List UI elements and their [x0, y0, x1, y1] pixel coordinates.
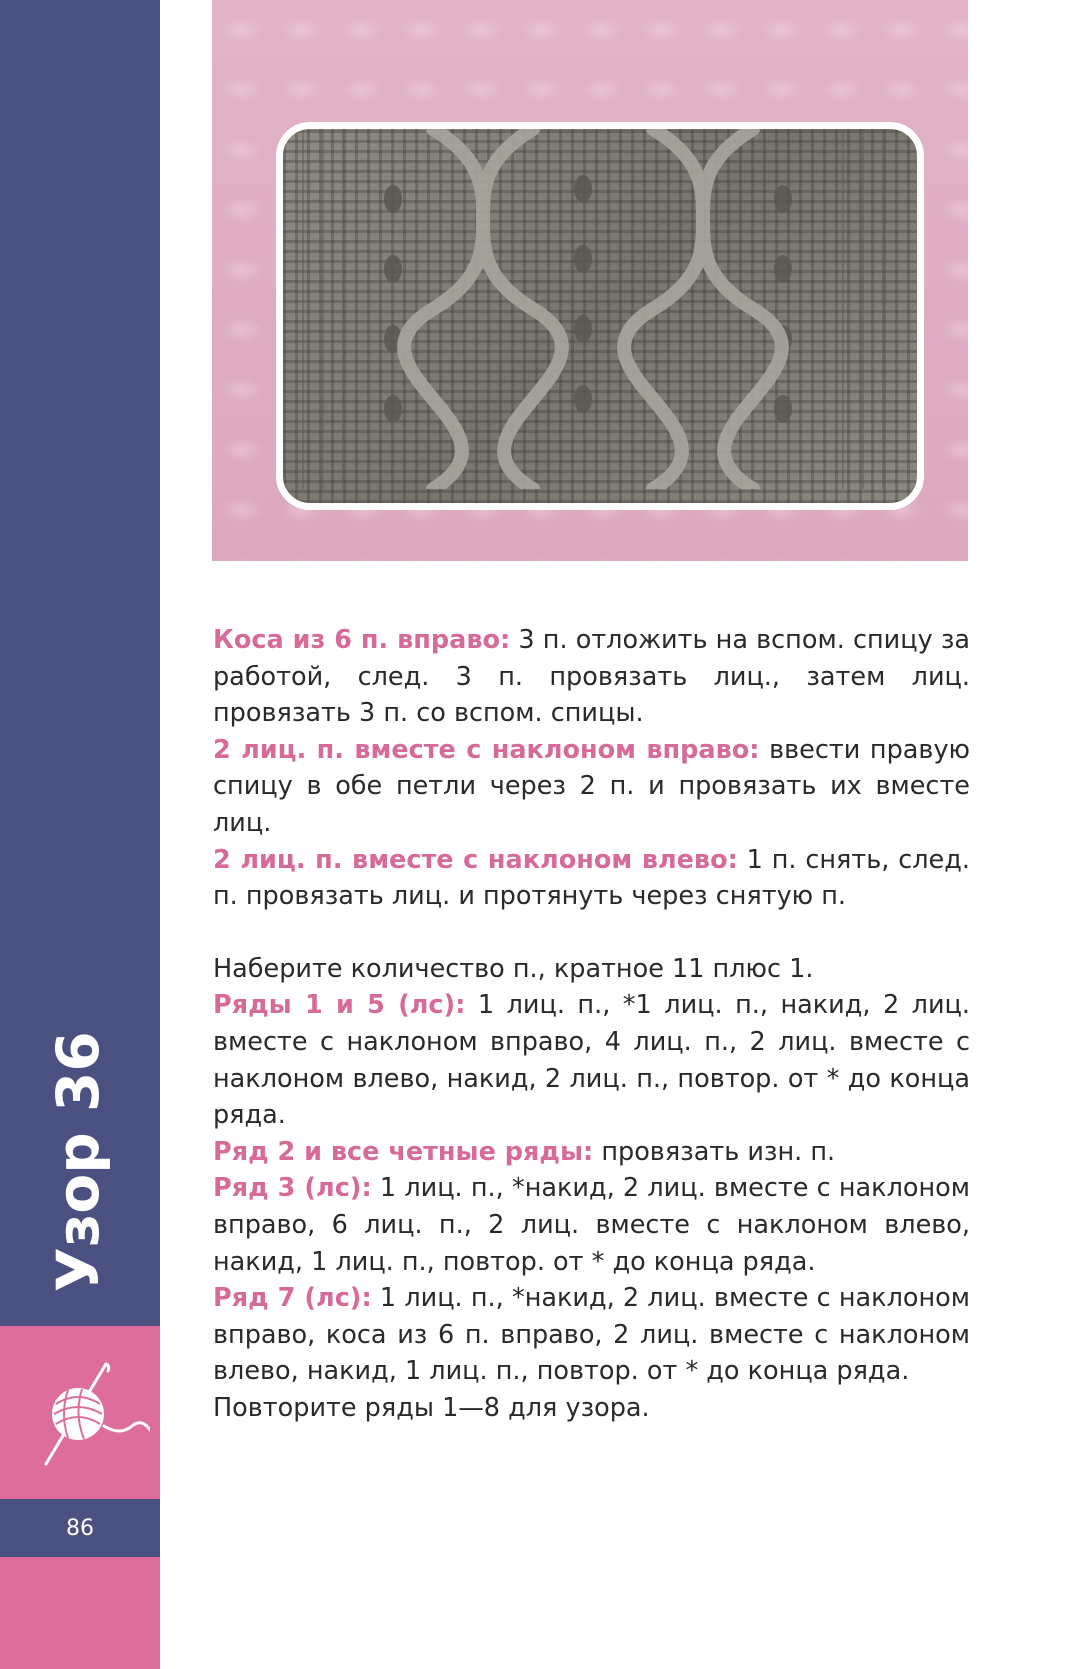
- row-term: Ряд 3 (лс):: [213, 1173, 372, 1204]
- spacer: [213, 915, 970, 951]
- repeat-instruction: Повторите ряды 1—8 для узора.: [213, 1392, 650, 1423]
- row-term: Ряд 7 (лс):: [213, 1283, 372, 1314]
- row-term: Ряд 2 и все четные ряды:: [213, 1136, 594, 1167]
- sidebar-footer-panel: [0, 1557, 160, 1669]
- definition-text: 3 п. отложить на вспом. спицу за работой, след. 3 п. провязать лиц., затем лиц. провязать 3 п. со вспом. спицы.: [213, 625, 971, 729]
- row-text: 1 лиц. п., *накид, 2 лиц. вместе с наклоном вправо, коса из 6 п. вправо, 2 лиц. вместе с наклоном влево, накид, 1 лиц. п., повтор. от * до конца ряда.: [213, 1283, 970, 1387]
- definition-paragraph: [213, 622, 970, 732]
- pattern-title: Узор 36: [44, 1031, 112, 1292]
- knitted-sample-photo: [276, 122, 924, 510]
- row-instruction: [213, 1134, 970, 1171]
- definition-paragraph: [213, 842, 970, 915]
- pattern-photo: [212, 0, 968, 561]
- yarn-ball-with-crochet-hook-icon: [34, 1360, 150, 1470]
- page-number: 86: [66, 1516, 94, 1541]
- definition-paragraph: [213, 732, 970, 842]
- definition-text: 1 п. снять, след. п. провязать лиц. и протянуть через снятую п.: [213, 844, 970, 912]
- cast-on-instruction: Наберите количество п., кратное 11 плюс 1.: [213, 953, 814, 984]
- definition-term: 2 лиц. п. вместе с наклоном вправо:: [213, 734, 760, 765]
- row-instruction: [213, 987, 970, 1133]
- row-instruction: [213, 1170, 970, 1280]
- definition-text: ввести правую спицу в обе петли через 2 п. и провязать их вместе лиц.: [213, 734, 971, 838]
- definition-term: Коса из 6 п. вправо:: [213, 625, 511, 655]
- row-text: 1 лиц. п., *1 лиц. п., накид, 2 лиц. вместе с наклоном вправо, 4 лиц. п., 2 лиц. вместе с наклоном влево, накид, 2 лиц. п., повтор. от * до конца ряда.: [213, 990, 970, 1131]
- row-text: провязать изн. п.: [601, 1136, 836, 1167]
- definition-term: 2 лиц. п. вместе с наклоном влево:: [213, 844, 738, 875]
- row-term: Ряды 1 и 5 (лс):: [213, 990, 466, 1021]
- pattern-instructions: [213, 622, 970, 1426]
- row-instruction: [213, 1280, 970, 1390]
- row-text: 1 лиц. п., *накид, 2 лиц. вместе с наклоном вправо, 6 лиц. п., 2 лиц. вместе с наклоном влево, накид, 1 лиц. п., повтор. от * до конца ряда.: [213, 1173, 970, 1277]
